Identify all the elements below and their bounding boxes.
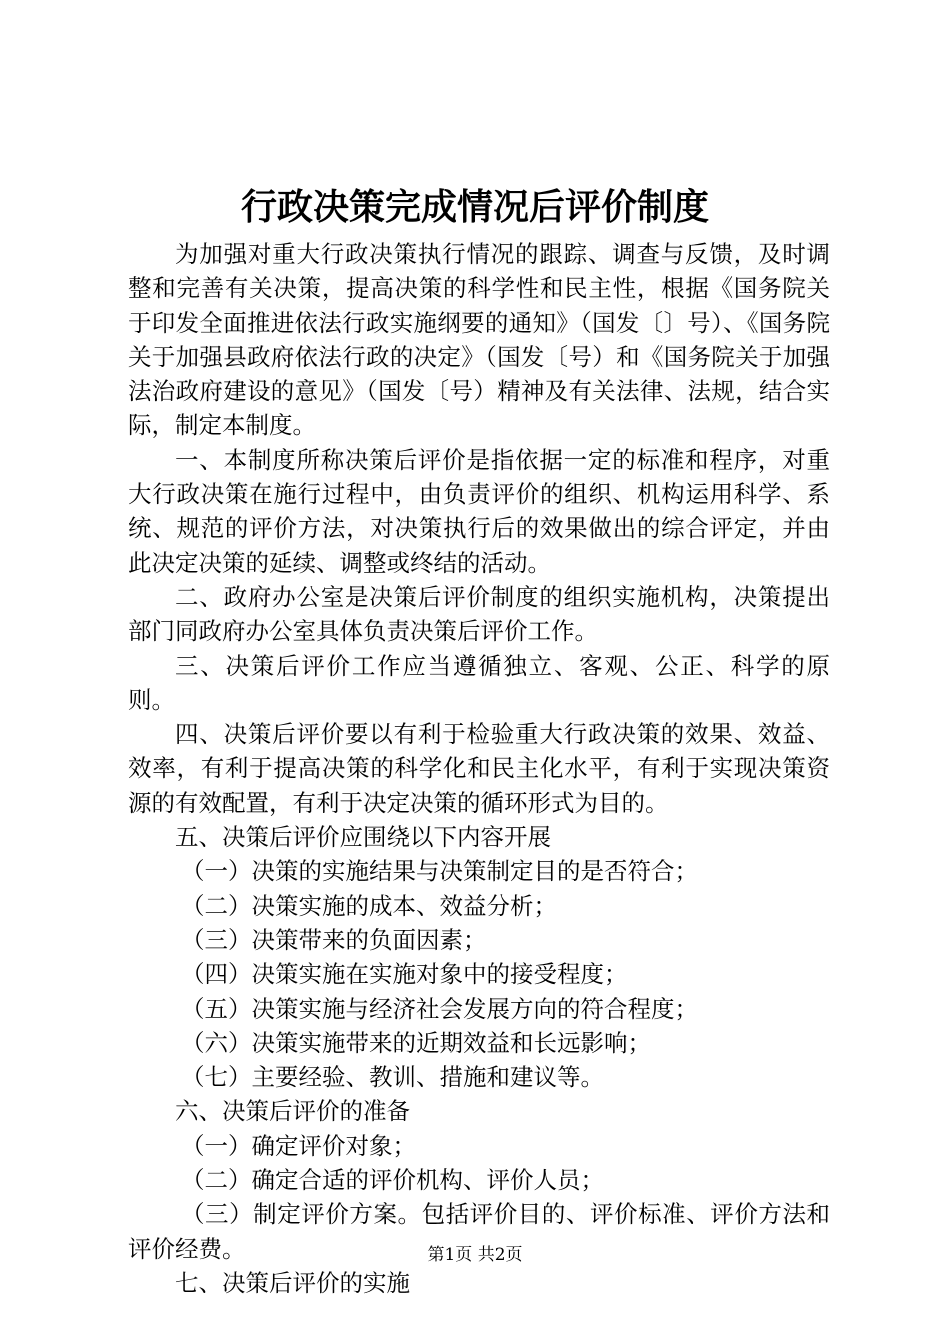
paragraph-article-6: 六、决策后评价的准备 bbox=[175, 1097, 410, 1126]
paragraph-article-3: 三、决策后评价工作应当遵循独立、客观、公正、科学的原则。 bbox=[128, 651, 830, 714]
page-footer: 第1页 共2页 bbox=[427, 1245, 523, 1265]
list-item: （一）决策的实施结果与决策制定目的是否符合； bbox=[181, 857, 698, 886]
paragraph-article-7: 七、决策后评价的实施 bbox=[175, 1268, 410, 1297]
paragraph-article-4: 四、决策后评价要以有利于检验重大行政决策的效果、效益、效率，有利于提高决策的科学化和民主化水平，有利于实现决策资源的有效配置，有利于决定决策的循环形式为目的。 bbox=[128, 720, 830, 817]
list-item: （一）确定评价对象； bbox=[181, 1131, 416, 1160]
list-item: （四）决策实施在实施对象中的接受程度； bbox=[181, 960, 628, 989]
list-item: （二）决策实施的成本、效益分析； bbox=[181, 891, 557, 920]
list-item: （二）确定合适的评价机构、评价人员； bbox=[181, 1166, 604, 1195]
list-item: （五）决策实施与经济社会发展方向的符合程度； bbox=[181, 994, 698, 1023]
list-item: （三）决策带来的负面因素； bbox=[181, 925, 487, 954]
list-item: （三）制定评价方案。包括评价目的、评价标准、评价方法和评价经费。 bbox=[128, 1200, 830, 1263]
document-body bbox=[128, 237, 830, 1300]
paragraph-article-2: 二、政府办公室是决策后评价制度的组织实施机构，决策提出部门同政府办公室具体负责决策后评价工作。 bbox=[128, 582, 830, 646]
paragraph-article-1: 一、本制度所称决策后评价是指依据一定的标准和程序，对重大行政决策在施行过程中，由负责评价的组织、机构运用科学、系统、规范的评价方法，对决策执行后的效果做出的综合评定，并由此决定决策的延续、调整或终结的活动。 bbox=[128, 445, 830, 577]
paragraph-article-5: 五、决策后评价应围绕以下内容开展 bbox=[175, 823, 551, 852]
document-title: 行政决策完成情况后评价制度 bbox=[240, 186, 709, 228]
list-item: （六）决策实施带来的近期效益和长远影响； bbox=[181, 1028, 651, 1057]
paragraph-intro: 为加强对重大行政决策执行情况的跟踪、调查与反馈，及时调整和完善有关决策，提高决策的科学性和民主性，根据《国务院关于印发全面推进依法行政实施纲要的通知》（国发〔〕号）、《国务院关于加强县政府依法行政的决定》（国发〔号）和《国务院关于加强法治政府建设的意见》（国发〔号）精神及有关法律、法规，结合实际，制定本制度。 bbox=[128, 240, 830, 440]
list-item: （七）主要经验、教训、措施和建议等。 bbox=[181, 1063, 604, 1092]
